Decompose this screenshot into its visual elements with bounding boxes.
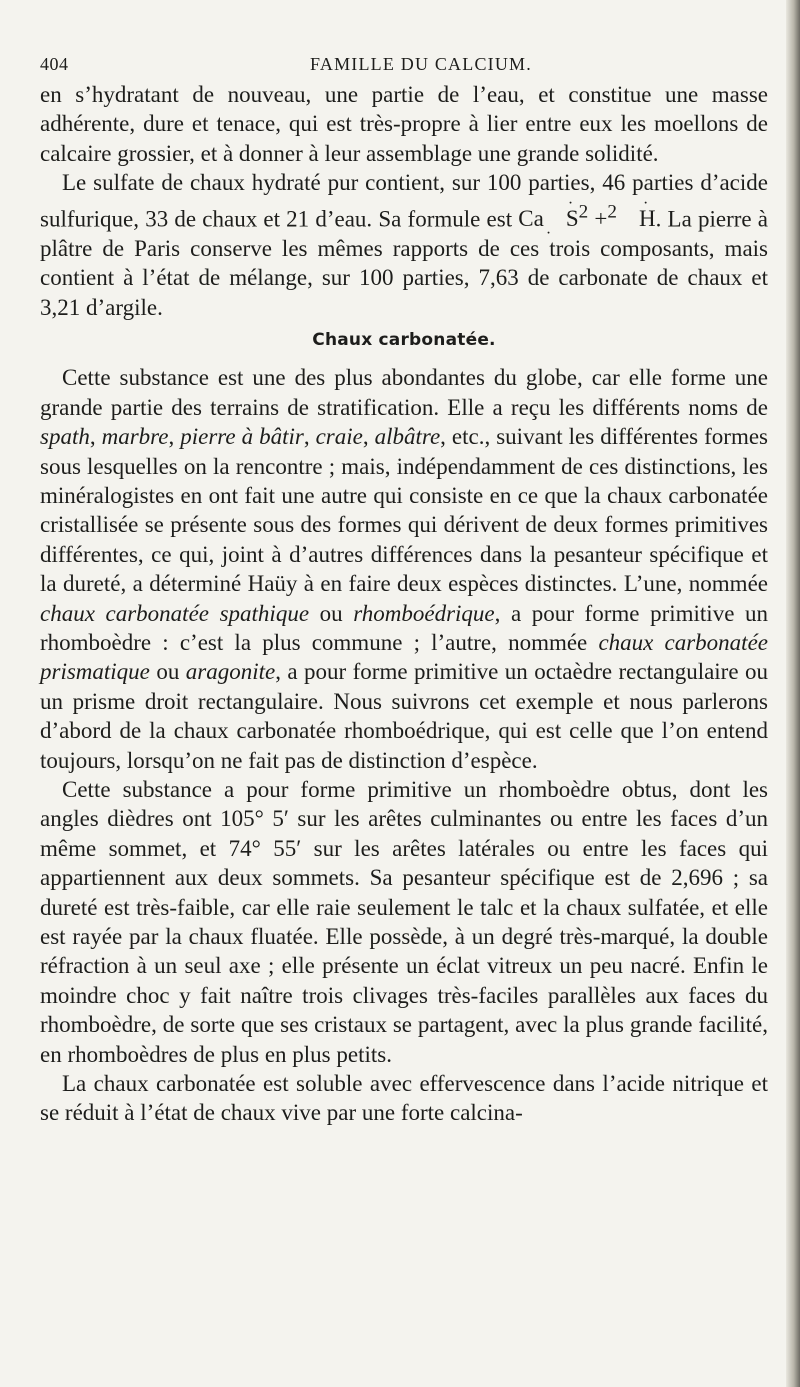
paragraph-text: , etc., suivant les différentes formes sous lesquelles on la rencontre ; mais, indépendamment de ces distinctions, les minéralogistes en ont fait une autre qui consiste en ce que la chaux carbonatée cristallisée se présente sous des formes qui dérivent de deux formes primitives différentes, ce qui, joint à d’autres différences dans la pesanteur spécifique et la dureté, a déterminé Haüy à en faire deux espèces distinctes. L’une, nommée xyxy=(40,424,768,597)
chemical-formula xyxy=(518,201,656,232)
page-edge-shadow xyxy=(786,0,800,1387)
formula-superscript: 2 xyxy=(578,201,589,223)
paragraph-continuation: en s’hydratant de nouveau, une partie de l’eau, et constitue une masse adhérente, dure et tenace, qui est très-propre à lier entre eux les moellons de calcaire grossier, et à donner à leur assemblage une grande solidité. xyxy=(40,82,768,166)
paragraph-carbonate-intro xyxy=(40,363,768,775)
book-page xyxy=(40,0,768,1387)
paragraph-text: , xyxy=(89,424,102,450)
paragraph-text: , a pour forme primitive un octaèdre rectangulaire ou un prisme droit rectangulaire. Nous suivrons cet exemple et nous parlerons d’abord de la chaux carbonatée rhomboédrique, qui est celle que l’on entend toujours, lorsqu’on ne fait pas de distinction d’espèce. xyxy=(40,659,768,773)
italic-term: albâtre xyxy=(374,424,441,450)
formula-superscript: 2 xyxy=(607,201,617,223)
paragraph-text: Le sulfate de chaux hydraté pur contient, sur 100 parties, 46 parties d’acide sulfurique, 33 de chaux et 21 d’eau. Sa formule est xyxy=(40,170,768,232)
italic-term: marbre xyxy=(101,424,169,450)
italic-term: rhomboédrique xyxy=(353,600,495,626)
paragraph-text: . La pierre à plâtre de Paris conserve les mêmes rapports de ces trois composants, mais contient à l’état de mélange, sur 100 parties, 7,63 de carbonate de chaux et 3,21 d’argile. xyxy=(40,206,768,320)
paragraph-text: , a pour forme primitive un rhomboèdre : c’est la plus commune ; l’autre, nommée xyxy=(40,600,768,655)
italic-term: pierre à bâtir xyxy=(180,424,304,450)
formula-plus: + xyxy=(588,206,608,232)
page-number: 404 xyxy=(40,54,69,74)
running-head: FAMILLE DU CALCIUM. xyxy=(310,54,532,74)
paragraph-text: Cette substance est une des plus abondantes du globe, car elle forme une grande partie des terrains de stratification. Elle a reçu les différents noms de xyxy=(40,365,768,420)
paragraph-solubility: La chaux carbonatée est soluble avec effervescence dans l’acide nitrique et se réduit à l’état de chaux vive par une forte calcina- xyxy=(40,1071,768,1126)
formula-hydrogen: · H xyxy=(617,204,656,233)
formula-sulfur: · · S xyxy=(544,204,579,233)
italic-term: aragonite xyxy=(185,659,276,685)
paragraph-text: , xyxy=(362,424,375,450)
italic-term: craie xyxy=(315,424,363,450)
paragraph-sulfate-composition xyxy=(40,168,768,322)
paragraph-text: , xyxy=(303,424,316,450)
formula-calcium: Ca xyxy=(518,206,544,232)
italic-term: spath xyxy=(40,424,90,450)
italic-term: chaux carbonatée spathique xyxy=(40,600,310,626)
paragraph-rhombohedron-properties: Cette substance a pour forme primitive un rhomboèdre obtus, dont les angles dièdres ont 105° 5′ sur les arêtes culminantes ou entre les faces d’un même sommet, et 74° 55′ sur les arêtes latérales ou entre les faces qui appartiennent aux deux sommets. Sa pesanteur spécifique est de 2,696 ; sa dureté est très-faible, car elle raie seulement le talc et la chaux sulfatée, et elle est rayée par la chaux fluatée. Elle possède, à un degré très-marqué, la double réfraction à un seul axe ; elle présente un éclat vitreux un peu nacré. Enfin le moindre choc y fait naître trois clivages très-faciles parallèles aux faces du rhomboèdre, de sorte que ses cristaux se partagent, avec la plus grande facilité, en rhomboèdres de plus en plus petits. xyxy=(40,777,768,1067)
paragraph-text: ou xyxy=(309,600,354,626)
paragraph-text: ou xyxy=(149,659,186,685)
section-heading: Chaux carbonatée. xyxy=(312,329,496,350)
paragraph-text: , xyxy=(168,424,181,450)
body-text xyxy=(40,80,768,1128)
italic-term: chaux carbonatée prismatique xyxy=(40,629,768,685)
